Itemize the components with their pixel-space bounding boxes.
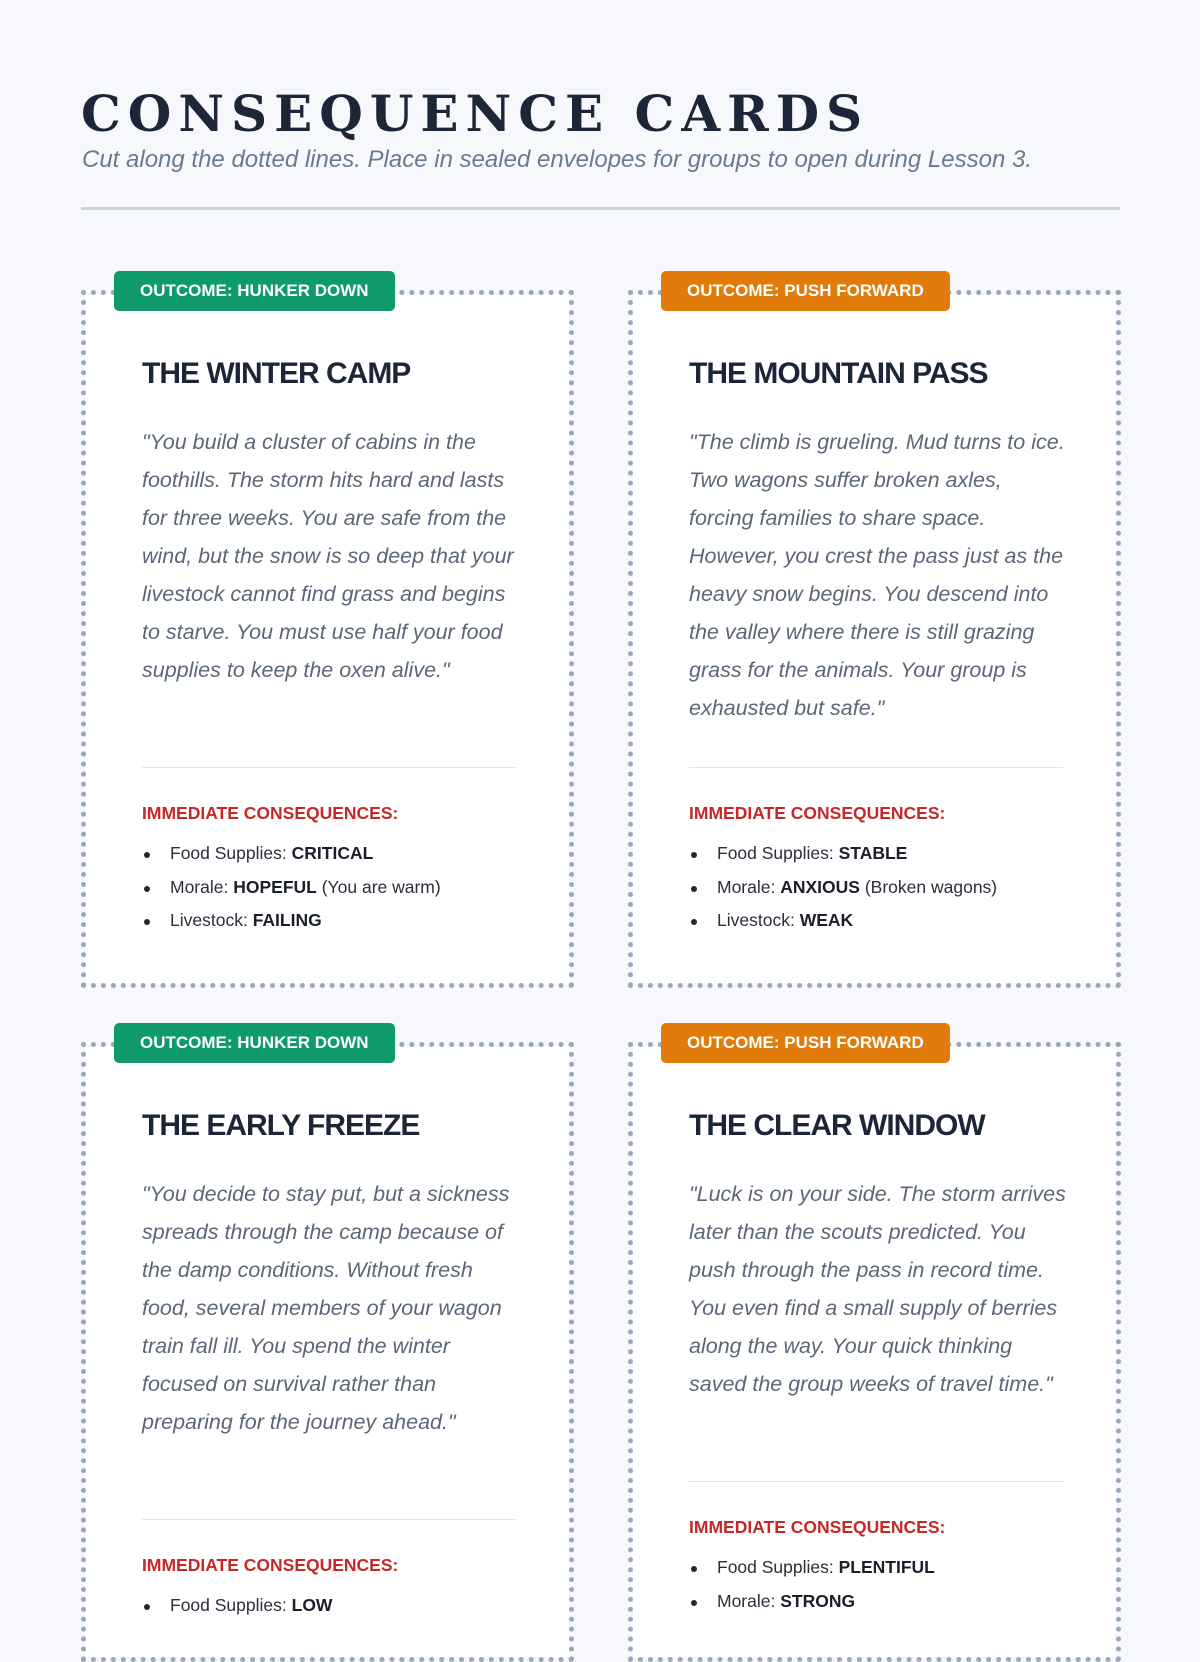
card-divider <box>689 767 1063 768</box>
card-divider <box>142 767 516 768</box>
consequences-list <box>142 1589 332 1623</box>
list-item: Food Supplies: LOW <box>142 1589 332 1623</box>
outcome-tag: OUTCOME: HUNKER DOWN <box>114 271 395 311</box>
consequences-label: IMMEDIATE CONSEQUENCES: <box>689 803 946 823</box>
outcome-tag: OUTCOME: HUNKER DOWN <box>114 1023 395 1063</box>
card-story: "You decide to stay put, but a sickness spreads through the camp because of the damp conditions. Without fresh food, several members of your wagon train fall ill. You spend the winter focused on survival rather than preparing for the journey ahead." <box>142 1182 510 1434</box>
list-item: Morale: STRONG <box>689 1585 935 1619</box>
card-divider <box>142 1519 516 1520</box>
consequences-label: IMMEDIATE CONSEQUENCES: <box>142 803 399 823</box>
list-item: Food Supplies: STABLE <box>689 837 997 871</box>
page-title: CONSEQUENCE CARDS <box>81 84 870 143</box>
card-story: "You build a cluster of cabins in the foothills. The storm hits hard and lasts for three weeks. You are safe from the wind, but the snow is so deep that your livestock cannot find grass and begins to starve. You must use half your food supplies to keep the oxen alive." <box>142 430 514 682</box>
card-story: "Luck is on your side. The storm arrives later than the scouts predicted. You push through the pass in record time. You even find a small supply of berries along the way. Your quick thinking saved the group weeks of travel time." <box>689 1182 1066 1396</box>
consequences-label: IMMEDIATE CONSEQUENCES: <box>689 1517 946 1537</box>
card-title: THE EARLY FREEZE <box>142 1109 420 1142</box>
consequence-card <box>628 281 1121 988</box>
outcome-tag: OUTCOME: PUSH FORWARD <box>661 271 950 311</box>
card-title: THE CLEAR WINDOW <box>689 1109 985 1142</box>
card-title: THE WINTER CAMP <box>142 357 411 390</box>
header-divider <box>81 207 1120 210</box>
consequence-card <box>628 1033 1121 1662</box>
list-item: Livestock: FAILING <box>142 904 441 938</box>
list-item: Morale: ANXIOUS (Broken wagons) <box>689 871 997 905</box>
consequences-label: IMMEDIATE CONSEQUENCES: <box>142 1555 399 1575</box>
card-title: THE MOUNTAIN PASS <box>689 357 988 390</box>
list-item: Livestock: WEAK <box>689 904 997 938</box>
consequence-card <box>81 1033 574 1662</box>
list-item: Morale: HOPEFUL (You are warm) <box>142 871 441 905</box>
outcome-tag: OUTCOME: PUSH FORWARD <box>661 1023 950 1063</box>
page-subtitle: Cut along the dotted lines. Place in sealed envelopes for groups to open during Lesson 3. <box>82 146 1032 173</box>
consequences-list <box>689 1551 935 1618</box>
list-item: Food Supplies: PLENTIFUL <box>689 1551 935 1585</box>
consequences-list <box>142 837 441 938</box>
card-divider <box>689 1481 1063 1482</box>
card-story: "The climb is grueling. Mud turns to ice. Two wagons suffer broken axles, forcing families to share space. However, you crest the pass just as the heavy snow begins. You descend into the valley where there is still grazing grass for the animals. Your group is exhausted but safe." <box>689 430 1065 720</box>
list-item: Food Supplies: CRITICAL <box>142 837 441 871</box>
consequences-list <box>689 837 997 938</box>
consequence-card <box>81 281 574 988</box>
